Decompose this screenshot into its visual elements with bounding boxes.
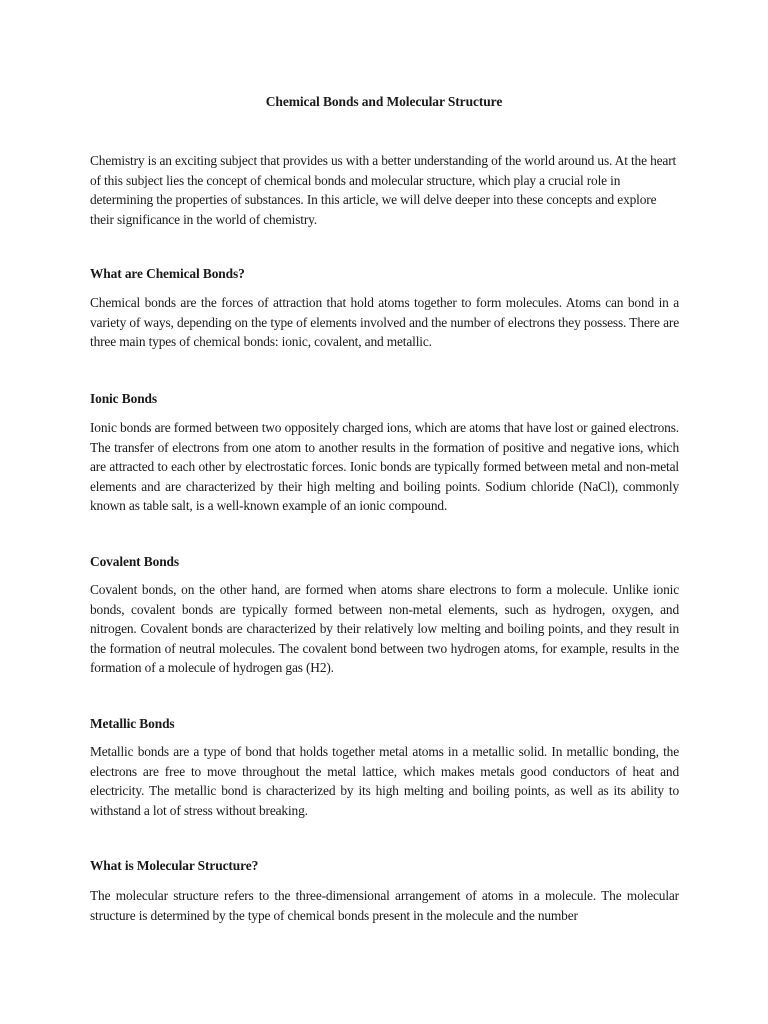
section-heading-covalent-bonds: Covalent Bonds (90, 554, 180, 569)
section-heading-ionic-bonds: Ionic Bonds (90, 391, 157, 406)
section-heading-chemical-bonds: What are Chemical Bonds? (90, 266, 245, 281)
section-body-metallic-bonds: Metallic bonds are a type of bond that holds together metal atoms in a metallic solid. In metallic bonding, the electrons are free to move throughout the metal lattice, which makes metals good conductors of heat and electricity. The metallic bond is characterized by its high melting and boiling points, as well as its ability to withstand a lot of stress without breaking. (90, 744, 679, 818)
section-heading-metallic-bonds: Metallic Bonds (90, 716, 175, 731)
section-body-covalent-bonds: Covalent bonds, on the other hand, are formed when atoms share electrons to form a molecule. Unlike ionic bonds, covalent bonds are typically formed between non-metal elements, such as hydrogen, oxygen, and nitrogen. Covalent bonds are characterized by their relatively low melting and boiling points, and they result in the formation of neutral molecules. The covalent bond between two hydrogen atoms, for example, results in the formation of a molecule of hydrogen gas (H2). (90, 582, 679, 675)
section-body-molecular-structure: The molecular structure refers to the three-dimensional arrangement of atoms in a molecule. The molecular structure is determined by the type of chemical bonds present in the molecule and the number (90, 888, 679, 923)
document-title: Chemical Bonds and Molecular Structure (265, 94, 503, 109)
section-heading-molecular-structure: What is Molecular Structure? (90, 858, 259, 873)
intro-paragraph: Chemistry is an exciting subject that provides us with a better understanding of the world around us. At the heart of this subject lies the concept of chemical bonds and molecular structure, which play a crucial role in determining the properties of substances. In this article, we will delve deeper into these concepts and explore their significance in the world of chemistry. (90, 153, 677, 227)
section-body-ionic-bonds: Ionic bonds are formed between two oppositely charged ions, which are atoms that have lost or gained electrons. The transfer of electrons from one atom to another results in the formation of positive and negative ions, which are attracted to each other by electrostatic forces. Ionic bonds are typically formed between metal and non-metal elements and are characterized by their high melting and boiling points. Sodium chloride (NaCl), commonly known as table salt, is a well-known example of an ionic compound. (90, 420, 679, 513)
section-body-chemical-bonds: Chemical bonds are the forces of attraction that hold atoms together to form molecules. Atoms can bond in a variety of ways, depending on the type of elements involved and the number of electrons they possess. There are three main types of chemical bonds: ionic, covalent, and metallic. (90, 295, 679, 349)
